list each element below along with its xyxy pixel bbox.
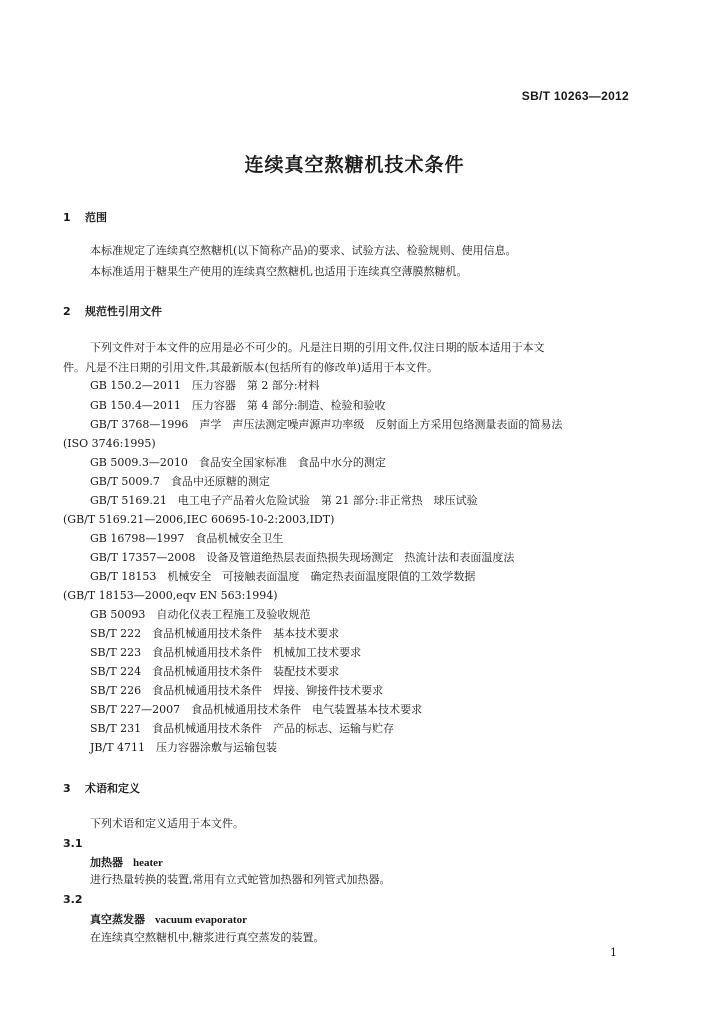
- reference-item: SB/T 227—2007 食品机械通用技术条件 电气装置基本技术要求: [90, 703, 423, 716]
- reference-item: GB 50093 自动化仪表工程施工及验收规范: [90, 608, 311, 621]
- section-number: 2: [63, 305, 71, 318]
- reference-item: GB 5009.3—2010 食品安全国家标准 食品中水分的测定: [90, 456, 386, 469]
- term-chinese: 真空蒸发器: [90, 913, 145, 926]
- reference-item: (GB/T 18153—2000,eqv EN 563:1994): [63, 589, 278, 602]
- reference-item: (GB/T 5169.21—2006,IEC 60695-10-2:2003,IDT): [63, 513, 335, 526]
- reference-item: (ISO 3746:1995): [63, 437, 156, 450]
- section-title: 规范性引用文件: [85, 305, 162, 318]
- reference-item: GB 150.2—2011 压力容器 第 2 部分:材料: [90, 379, 320, 392]
- paragraph: 下列术语和定义适用于本文件。: [90, 817, 244, 830]
- term-english: heater: [133, 857, 163, 869]
- reference-item: GB 150.4—2011 压力容器 第 4 部分:制造、检验和验收: [90, 399, 386, 412]
- section-number: 3: [63, 782, 71, 795]
- document-title: 连续真空熬糖机技术条件: [244, 154, 465, 176]
- term-definition: 进行热量转换的装置,常用有立式蛇管加热器和列管式加热器。: [90, 873, 391, 886]
- section-title: 术语和定义: [85, 782, 140, 795]
- term-entry: [90, 911, 247, 927]
- reference-item: SB/T 226 食品机械通用技术条件 焊接、铆接件技术要求: [90, 684, 384, 697]
- paragraph: 下列文件对于本文件的应用是必不可少的。凡是注日期的引用文件,仅注日期的版本适用于本文: [90, 341, 545, 354]
- paragraph: 件。凡是不注日期的引用文件,其最新版本(包括所有的修改单)适用于本文件。: [63, 361, 439, 374]
- clause-number: 3.2: [63, 893, 83, 906]
- term-english: vacuum evaporator: [155, 914, 247, 926]
- reference-item: GB/T 17357—2008 设备及管道绝热层表面热损失现场测定 热流计法和表面温度法: [90, 551, 515, 564]
- reference-item: GB/T 3768—1996 声学 声压法测定噪声源声功率级 反射面上方采用包络测量表面的简易法: [90, 418, 563, 431]
- section-1-heading: [63, 209, 107, 225]
- page-number: 1: [610, 946, 617, 959]
- reference-item: JB/T 4711 压力容器涂敷与运输包装: [90, 741, 278, 754]
- reference-item: GB 16798—1997 食品机械安全卫生: [90, 532, 284, 545]
- paragraph: 本标准适用于糖果生产使用的连续真空熬糖机,也适用于连续真空薄膜熬糖机。: [90, 265, 468, 278]
- reference-item: SB/T 224 食品机械通用技术条件 装配技术要求: [90, 665, 340, 678]
- standard-number: SB/T 10263—2012: [521, 89, 629, 103]
- section-title: 范围: [85, 211, 107, 224]
- reference-item: SB/T 223 食品机械通用技术条件 机械加工技术要求: [90, 646, 362, 659]
- reference-item: GB/T 5169.21 电工电子产品着火危险试验 第 21 部分:非正常热 球压试验: [90, 494, 478, 507]
- section-2-heading: [63, 303, 162, 319]
- reference-item: SB/T 231 食品机械通用技术条件 产品的标志、运输与贮存: [90, 722, 395, 735]
- section-number: 1: [63, 211, 71, 224]
- term-definition: 在连续真空熬糖机中,糖浆进行真空蒸发的装置。: [90, 931, 325, 944]
- section-3-heading: [63, 780, 140, 796]
- reference-item: GB/T 18153 机械安全 可接触表面温度 确定热表面温度限值的工效学数据: [90, 570, 476, 583]
- reference-item: SB/T 222 食品机械通用技术条件 基本技术要求: [90, 627, 340, 640]
- term-entry: [90, 854, 163, 870]
- term-chinese: 加热器: [90, 856, 123, 869]
- reference-item: GB/T 5009.7 食品中还原糖的测定: [90, 475, 270, 488]
- clause-number: 3.1: [63, 837, 83, 850]
- paragraph: 本标准规定了连续真空熬糖机(以下简称产品)的要求、试验方法、检验规则、使用信息。: [90, 244, 517, 257]
